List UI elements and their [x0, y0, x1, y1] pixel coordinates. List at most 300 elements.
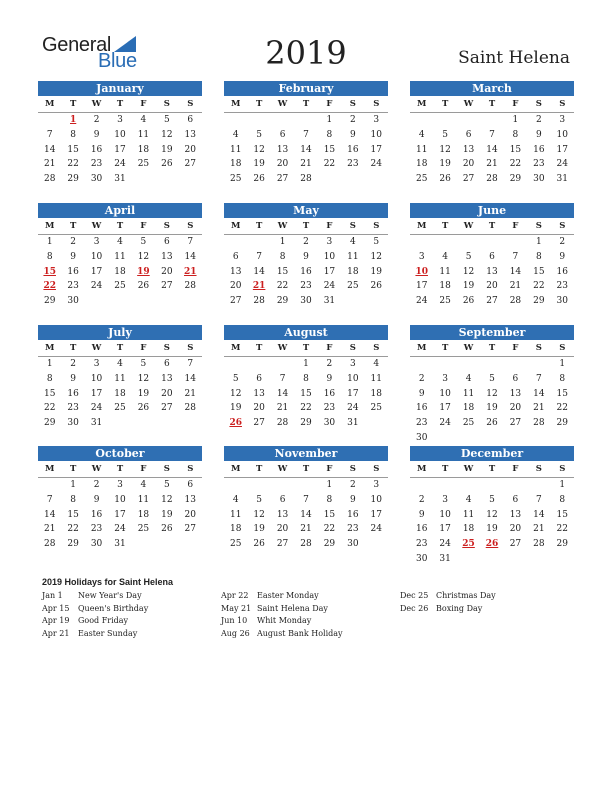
weekday-label: W [463, 221, 474, 231]
day-cell: 27 [184, 159, 196, 170]
empty-day-cell [224, 113, 247, 128]
day-cell: 1 [559, 480, 566, 490]
day-cell: 2 [559, 237, 566, 247]
day-cell: 4 [140, 115, 147, 125]
empty-day-cell [294, 113, 317, 128]
day-cell: 19 [161, 144, 173, 155]
day-cell: 16 [67, 388, 79, 399]
day-cell: 10 [370, 494, 382, 505]
month-march [410, 81, 574, 187]
holiday-day-cell: 26 [485, 539, 499, 550]
holiday-day-cell: 10 [415, 266, 428, 277]
day-cell: 15 [67, 144, 79, 155]
day-cell: 11 [137, 129, 150, 140]
day-cell: 21 [486, 159, 498, 170]
weekday-label: S [163, 464, 170, 474]
day-cell: 30 [67, 418, 79, 429]
weekday-header-row [38, 96, 202, 113]
day-cell: 7 [256, 251, 262, 262]
day-cell: 4 [140, 480, 147, 490]
month-december [410, 446, 574, 567]
day-cell: 27 [276, 539, 289, 550]
day-cell: 28 [509, 296, 522, 307]
weekday-label: T [302, 221, 310, 231]
day-cell: 21 [276, 403, 289, 414]
weekday-label: T [255, 343, 263, 353]
day-cell: 18 [370, 388, 382, 399]
day-cell: 22 [67, 159, 79, 170]
day-cell: 2 [303, 237, 309, 247]
holiday-day-cell: 21 [184, 266, 197, 277]
weekday-label: F [326, 221, 333, 231]
day-cell: 3 [442, 494, 448, 505]
day-cell: 10 [347, 373, 359, 384]
day-cell: 20 [229, 281, 242, 292]
day-cell: 9 [559, 251, 566, 262]
day-cell: 17 [370, 509, 382, 520]
weekday-label: F [512, 464, 519, 474]
days-grid [38, 357, 202, 431]
holiday-item [221, 604, 401, 617]
empty-day-cell [38, 113, 61, 128]
weekday-label: M [417, 99, 427, 109]
day-cell: 28 [276, 418, 289, 429]
day-cell: 6 [163, 359, 170, 369]
weekday-label: F [326, 464, 333, 474]
day-cell: 28 [43, 174, 56, 185]
holiday-day-cell: 21 [252, 281, 266, 292]
day-cell: 14 [533, 509, 545, 520]
weekday-label: M [45, 343, 55, 353]
day-cell: 30 [556, 296, 568, 307]
day-cell: 22 [556, 524, 568, 535]
day-cell: 12 [229, 388, 242, 399]
empty-day-cell [457, 357, 480, 372]
weekday-label: S [163, 221, 170, 231]
holiday-name: Whit Monday [257, 616, 312, 625]
day-cell: 20 [184, 509, 196, 520]
day-cell: 14 [486, 144, 498, 155]
logo-blue-text: Blue [98, 50, 137, 72]
day-cell: 9 [70, 251, 76, 262]
day-cell: 12 [161, 129, 173, 140]
day-cell: 11 [370, 373, 382, 384]
day-cell: 31 [114, 539, 126, 550]
weekday-header-row [410, 340, 574, 357]
day-cell: 29 [276, 296, 289, 307]
day-cell: 28 [253, 296, 265, 307]
day-cell: 2 [535, 115, 542, 125]
day-cell: 8 [326, 129, 333, 140]
holiday-name: Boxing Day [436, 603, 483, 613]
day-cell: 15 [509, 144, 522, 155]
day-cell: 6 [489, 251, 495, 262]
day-cell: 27 [509, 418, 522, 429]
day-cell: 21 [300, 524, 312, 535]
day-cell: 28 [533, 539, 545, 550]
holiday-name: Queen's Birthday [78, 603, 149, 613]
day-cell: 17 [114, 144, 126, 155]
empty-day-cell [480, 235, 503, 250]
day-cell: 17 [415, 281, 428, 292]
day-cell: 22 [300, 403, 312, 414]
empty-day-cell [224, 235, 247, 250]
day-cell: 10 [114, 129, 126, 140]
day-cell: 17 [90, 266, 103, 277]
weekday-label: M [231, 343, 241, 353]
day-cell: 3 [93, 237, 100, 247]
day-cell: 4 [117, 359, 123, 369]
day-cell: 23 [347, 524, 359, 535]
day-cell: 22 [276, 281, 289, 292]
day-cell: 10 [90, 373, 103, 384]
day-cell: 19 [370, 266, 382, 277]
day-cell: 19 [486, 524, 498, 535]
day-cell: 1 [512, 115, 519, 125]
day-cell: 28 [300, 174, 312, 185]
day-cell: 24 [556, 159, 568, 170]
weekday-label: T [441, 221, 449, 231]
empty-day-cell [480, 113, 503, 128]
month-header: April [38, 203, 202, 218]
day-cell: 24 [90, 281, 103, 292]
month-header: August [224, 325, 388, 340]
days-grid [224, 478, 388, 552]
day-cell: 30 [533, 174, 545, 185]
day-cell: 23 [67, 403, 79, 414]
weekday-label: T [302, 99, 310, 109]
day-cell: 26 [161, 159, 173, 170]
day-cell: 25 [114, 281, 126, 292]
day-cell: 6 [187, 115, 194, 125]
day-cell: 27 [161, 281, 173, 292]
day-cell: 12 [439, 144, 451, 155]
weekday-label: T [69, 221, 77, 231]
day-cell: 2 [418, 373, 425, 384]
day-cell: 18 [229, 159, 242, 170]
day-cell: 11 [462, 509, 475, 520]
day-cell: 8 [559, 494, 566, 505]
weekday-label: S [163, 99, 170, 109]
day-cell: 5 [489, 494, 495, 505]
day-cell: 19 [253, 524, 265, 535]
empty-day-cell [271, 113, 294, 128]
holiday-item [221, 591, 401, 604]
weekday-header-row [224, 340, 388, 357]
holiday-item [42, 629, 222, 642]
holiday-date: May 21 [221, 603, 252, 613]
weekday-label: F [140, 99, 147, 109]
weekday-label: S [187, 464, 194, 474]
weekday-label: W [91, 343, 102, 353]
empty-day-cell [457, 235, 480, 250]
day-cell: 8 [46, 251, 53, 262]
day-cell: 3 [373, 480, 380, 490]
weekday-label: S [187, 343, 194, 353]
day-cell: 20 [184, 144, 196, 155]
weekday-label: T [441, 343, 449, 353]
day-cell: 1 [303, 359, 309, 369]
weekday-label: S [187, 99, 194, 109]
day-cell: 18 [137, 144, 150, 155]
empty-day-cell [433, 357, 456, 372]
day-cell: 18 [347, 266, 359, 277]
day-cell: 14 [184, 251, 196, 262]
day-cell: 25 [370, 403, 382, 414]
day-cell: 14 [253, 266, 265, 277]
empty-day-cell [457, 113, 480, 128]
empty-day-cell [504, 357, 527, 372]
holiday-date: Aug 26 [221, 628, 250, 638]
day-cell: 2 [93, 480, 100, 490]
weekday-label: S [535, 343, 542, 353]
day-cell: 10 [114, 494, 126, 505]
empty-day-cell [410, 235, 433, 250]
day-cell: 27 [161, 403, 173, 414]
day-cell: 14 [509, 266, 522, 277]
empty-day-cell [504, 478, 527, 493]
month-february [224, 81, 388, 187]
day-cell: 4 [465, 373, 472, 384]
day-cell: 9 [303, 251, 309, 262]
empty-day-cell [271, 357, 294, 372]
holiday-column [221, 591, 401, 641]
day-cell: 5 [373, 237, 380, 247]
day-cell: 6 [512, 373, 519, 384]
day-cell: 9 [535, 129, 542, 140]
empty-day-cell [247, 357, 270, 372]
day-cell: 9 [349, 129, 356, 140]
day-cell: 29 [533, 296, 545, 307]
day-cell: 26 [161, 524, 173, 535]
weekday-header-row [410, 96, 574, 113]
day-cell: 27 [462, 174, 475, 185]
day-cell: 18 [439, 281, 451, 292]
empty-day-cell [224, 357, 247, 372]
day-cell: 10 [90, 251, 103, 262]
day-cell: 13 [276, 144, 289, 155]
day-cell: 23 [347, 159, 359, 170]
empty-day-cell [410, 357, 433, 372]
day-cell: 18 [462, 524, 475, 535]
empty-day-cell [457, 478, 480, 493]
month-september [410, 325, 574, 446]
day-cell: 29 [67, 174, 79, 185]
day-cell: 7 [303, 494, 309, 505]
day-cell: 11 [439, 266, 451, 277]
day-cell: 8 [512, 129, 519, 140]
holiday-item [42, 604, 222, 617]
day-cell: 15 [43, 388, 56, 399]
empty-day-cell [247, 113, 270, 128]
day-cell: 23 [90, 159, 103, 170]
day-cell: 17 [439, 524, 451, 535]
day-cell: 24 [370, 159, 382, 170]
day-cell: 7 [46, 129, 53, 140]
day-cell: 6 [465, 129, 472, 140]
weekday-label: T [116, 464, 124, 474]
empty-day-cell [224, 478, 247, 493]
weekday-label: S [373, 221, 380, 231]
country-name: Saint Helena [458, 48, 570, 68]
weekday-header-row [224, 461, 388, 478]
days-grid [410, 478, 574, 567]
day-cell: 29 [556, 418, 568, 429]
weekday-label: S [373, 99, 380, 109]
day-cell: 24 [415, 296, 428, 307]
day-cell: 13 [161, 373, 173, 384]
weekday-label: T [488, 343, 496, 353]
day-cell: 13 [229, 266, 242, 277]
day-cell: 19 [161, 509, 173, 520]
day-cell: 16 [90, 509, 103, 520]
holiday-day-cell: 15 [43, 266, 56, 277]
day-cell: 5 [140, 237, 147, 247]
day-cell: 15 [300, 388, 312, 399]
day-cell: 7 [279, 373, 286, 384]
day-cell: 13 [509, 509, 522, 520]
days-grid [224, 235, 388, 309]
day-cell: 3 [93, 359, 100, 369]
day-cell: 19 [462, 281, 475, 292]
weekday-label: T [488, 221, 496, 231]
weekday-label: T [69, 343, 77, 353]
day-cell: 20 [486, 281, 498, 292]
weekday-label: M [417, 464, 427, 474]
day-cell: 29 [300, 418, 312, 429]
weekday-label: S [163, 343, 170, 353]
day-cell: 5 [163, 480, 170, 490]
weekday-label: T [488, 464, 496, 474]
day-cell: 15 [67, 509, 79, 520]
day-cell: 24 [370, 524, 382, 535]
weekday-label: W [277, 99, 288, 109]
weekday-label: M [45, 464, 55, 474]
day-cell: 3 [117, 115, 123, 125]
weekday-header-row [224, 96, 388, 113]
holiday-date: Apr 19 [42, 616, 70, 625]
day-cell: 8 [279, 251, 286, 262]
day-cell: 14 [43, 144, 56, 155]
day-cell: 11 [137, 494, 150, 505]
day-cell: 4 [465, 494, 472, 505]
day-cell: 31 [347, 418, 359, 429]
empty-day-cell [480, 478, 503, 493]
day-cell: 18 [137, 509, 150, 520]
day-cell: 15 [556, 388, 568, 399]
day-cell: 18 [114, 388, 126, 399]
weekday-label: W [277, 221, 288, 231]
empty-day-cell [410, 113, 433, 128]
weekday-label: F [326, 343, 333, 353]
day-cell: 6 [279, 129, 286, 140]
day-cell: 1 [70, 480, 76, 490]
day-cell: 23 [90, 524, 103, 535]
day-cell: 24 [439, 418, 451, 429]
day-cell: 12 [137, 373, 150, 384]
day-cell: 12 [370, 251, 382, 262]
day-cell: 15 [323, 509, 336, 520]
day-cell: 7 [535, 373, 542, 384]
day-cell: 11 [347, 251, 359, 262]
day-cell: 4 [373, 359, 380, 369]
day-cell: 13 [184, 129, 196, 140]
day-cell: 4 [349, 237, 356, 247]
holiday-date: Dec 25 [400, 591, 429, 600]
day-cell: 24 [347, 403, 359, 414]
day-cell: 31 [556, 174, 568, 185]
day-cell: 30 [415, 553, 428, 564]
day-cell: 21 [533, 403, 545, 414]
empty-day-cell [271, 478, 294, 493]
weekday-label: T [488, 99, 496, 109]
day-cell: 16 [533, 144, 545, 155]
day-cell: 16 [90, 144, 103, 155]
day-cell: 7 [489, 129, 495, 140]
weekday-label: M [417, 343, 427, 353]
day-cell: 31 [114, 174, 126, 185]
day-cell: 3 [559, 115, 566, 125]
day-cell: 6 [279, 494, 286, 505]
holiday-item [400, 604, 580, 617]
day-cell: 24 [439, 539, 451, 550]
empty-day-cell [527, 357, 550, 372]
day-cell: 20 [161, 388, 173, 399]
weekday-header-row [38, 340, 202, 357]
day-cell: 22 [556, 403, 568, 414]
day-cell: 30 [90, 539, 103, 550]
day-cell: 13 [276, 509, 289, 520]
day-cell: 6 [187, 480, 194, 490]
day-cell: 12 [253, 144, 265, 155]
day-cell: 17 [114, 509, 126, 520]
day-cell: 4 [232, 494, 239, 505]
day-cell: 14 [43, 509, 56, 520]
weekday-label: S [535, 99, 542, 109]
day-cell: 6 [512, 494, 519, 505]
day-cell: 23 [67, 281, 79, 292]
day-cell: 14 [533, 388, 545, 399]
weekday-label: W [91, 99, 102, 109]
days-grid [410, 357, 574, 446]
day-cell: 17 [556, 144, 568, 155]
day-cell: 25 [439, 296, 451, 307]
day-cell: 21 [533, 524, 545, 535]
empty-day-cell [247, 478, 270, 493]
day-cell: 12 [486, 388, 498, 399]
day-cell: 26 [439, 174, 451, 185]
day-cell: 28 [184, 281, 196, 292]
day-cell: 26 [137, 403, 150, 414]
month-july [38, 325, 202, 431]
month-header: January [38, 81, 202, 96]
day-cell: 15 [323, 144, 336, 155]
holiday-day-cell: 22 [43, 281, 56, 292]
day-cell: 1 [559, 359, 566, 369]
weekday-label: S [559, 99, 566, 109]
weekday-label: S [349, 343, 356, 353]
holiday-date: Jan 1 [42, 591, 63, 600]
holiday-column [42, 591, 222, 641]
day-cell: 19 [229, 403, 242, 414]
holiday-name: Easter Sunday [78, 628, 138, 638]
holiday-day-cell: 19 [137, 266, 150, 277]
day-cell: 3 [442, 373, 448, 384]
day-cell: 3 [326, 237, 333, 247]
weekday-label: S [535, 221, 542, 231]
holiday-day-cell: 26 [229, 418, 242, 429]
day-cell: 9 [418, 388, 425, 399]
